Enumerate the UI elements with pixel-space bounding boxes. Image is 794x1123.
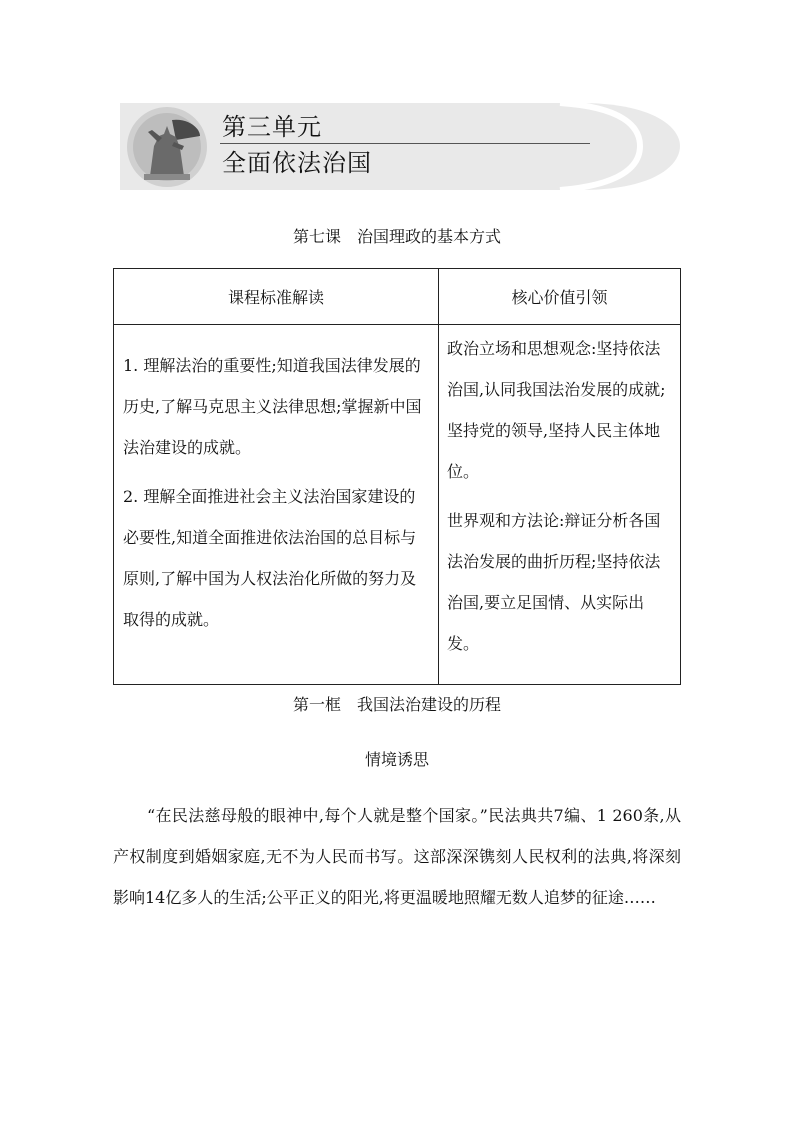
value-item-2: 世界观和方法论:辩证分析各国法治发展的曲折历程;坚持依法治国,要立足国情、从实际出发。: [447, 511, 661, 653]
scenario-paragraph: “在民法慈母般的眼神中,每个人就是整个国家。”民法典共7编、1 260条,从产权制度到婚姻家庭,无不为人民而书写。这部深深镌刻人民权利的法典,将深刻影响14亿多人的生活;公平正义的阳光,将更温暖地照耀无数人追梦的征途……: [113, 806, 681, 907]
values-cell: [439, 325, 681, 685]
section-heading: 情境诱思: [364, 750, 429, 769]
standards-cell: [114, 325, 439, 685]
unit-number: 第三单元: [222, 113, 322, 141]
table-body-row: [114, 325, 681, 685]
header-core-values: 核心价值引领: [439, 269, 681, 325]
banner-divider: [220, 143, 590, 144]
standard-item-2: 2. 理解全面推进社会主义法治国家建设的必要性,知道全面推进依法治国的总目标与原则,了解中国为人权法治化所做的努力及取得的成就。: [123, 487, 417, 629]
value-item-1: 政治立场和思想观念:坚持依法治国,认同我国法治发展的成就;坚持党的领导,坚持人民主体地位。: [447, 339, 666, 481]
table-header-row: [114, 269, 681, 325]
curriculum-standards-table: [113, 268, 681, 685]
standard-item-1: 1. 理解法治的重要性;知道我国法律发展的历史,了解马克思主义法律思想;掌握新中国法治建设的成就。: [123, 356, 422, 457]
header-curriculum-standards: 课程标准解读: [114, 269, 439, 325]
lesson-title: 第七课 治国理政的基本方式: [292, 227, 501, 246]
statue-monument-icon: [126, 106, 208, 188]
unit-banner: [120, 103, 680, 190]
frame-title: 第一框 我国法治建设的历程: [292, 695, 501, 714]
unit-title: 全面依法治国: [222, 149, 372, 177]
